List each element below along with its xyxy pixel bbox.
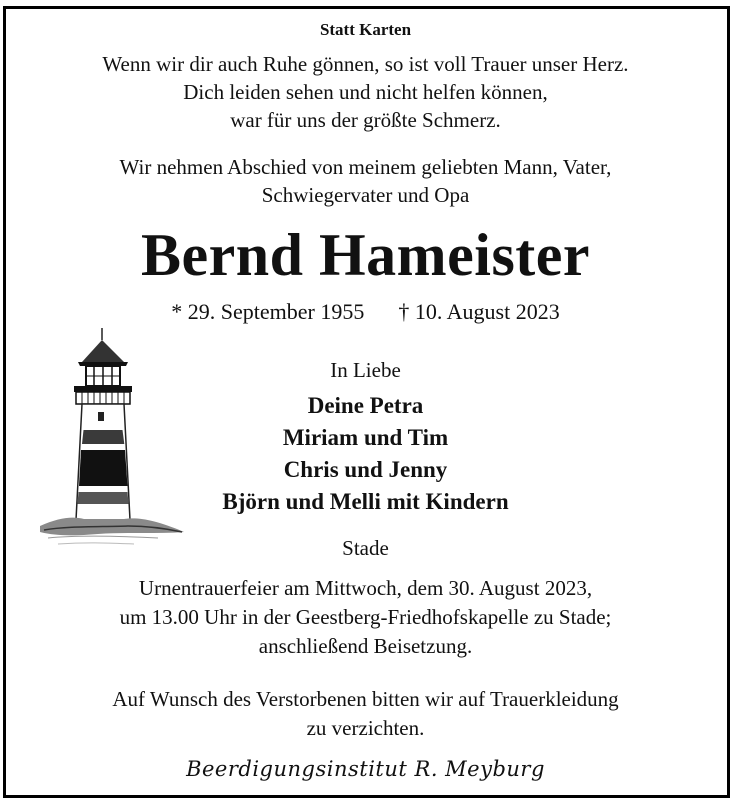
intro-line: Wir nehmen Abschied von meinem geliebten Mann, Vater, — [119, 155, 612, 179]
life-dates — [0, 297, 731, 327]
service-line: um 13.00 Uhr in der Geestberg-Friedhofskapelle zu Stade; — [119, 605, 612, 629]
service-details — [0, 574, 731, 661]
family-member: Chris und Jenny — [283, 457, 448, 482]
death-date: † 10. August 2023 — [398, 299, 560, 324]
place: Stade — [342, 536, 389, 560]
intro-line: Schwiegervater und Opa — [261, 183, 470, 207]
poem-line: war für uns der größte Schmerz. — [230, 108, 501, 132]
header-statt-karten: Statt Karten — [319, 20, 412, 39]
deceased-name: Bernd Hameister — [140, 222, 591, 288]
poem-line: Wenn wir dir auch Ruhe gönnen, so ist voll Trauer unser Herz. — [102, 52, 629, 76]
family-list — [0, 390, 731, 518]
wish-line: zu verzichten. — [306, 716, 425, 740]
farewell-intro — [0, 153, 731, 209]
service-line: anschließend Beisetzung. — [258, 634, 473, 658]
in-love: In Liebe — [330, 358, 401, 382]
wish-line: Auf Wunsch des Verstorbenen bitten wir auf Trauerkleidung — [112, 687, 619, 711]
mourning-wish — [0, 685, 731, 743]
poem-line: Dich leiden sehen und nicht helfen können, — [183, 80, 548, 104]
family-member: Miriam und Tim — [282, 425, 449, 450]
poem — [0, 50, 731, 134]
service-line: Urnentrauerfeier am Mittwoch, dem 30. August 2023, — [138, 576, 593, 600]
family-member: Björn und Melli mit Kindern — [222, 489, 509, 514]
birth-date: * 29. September 1955 — [171, 299, 365, 324]
family-member: Deine Petra — [307, 393, 424, 418]
undertaker-signature: Beerdigungsinstitut R. Meyburg — [186, 757, 545, 781]
